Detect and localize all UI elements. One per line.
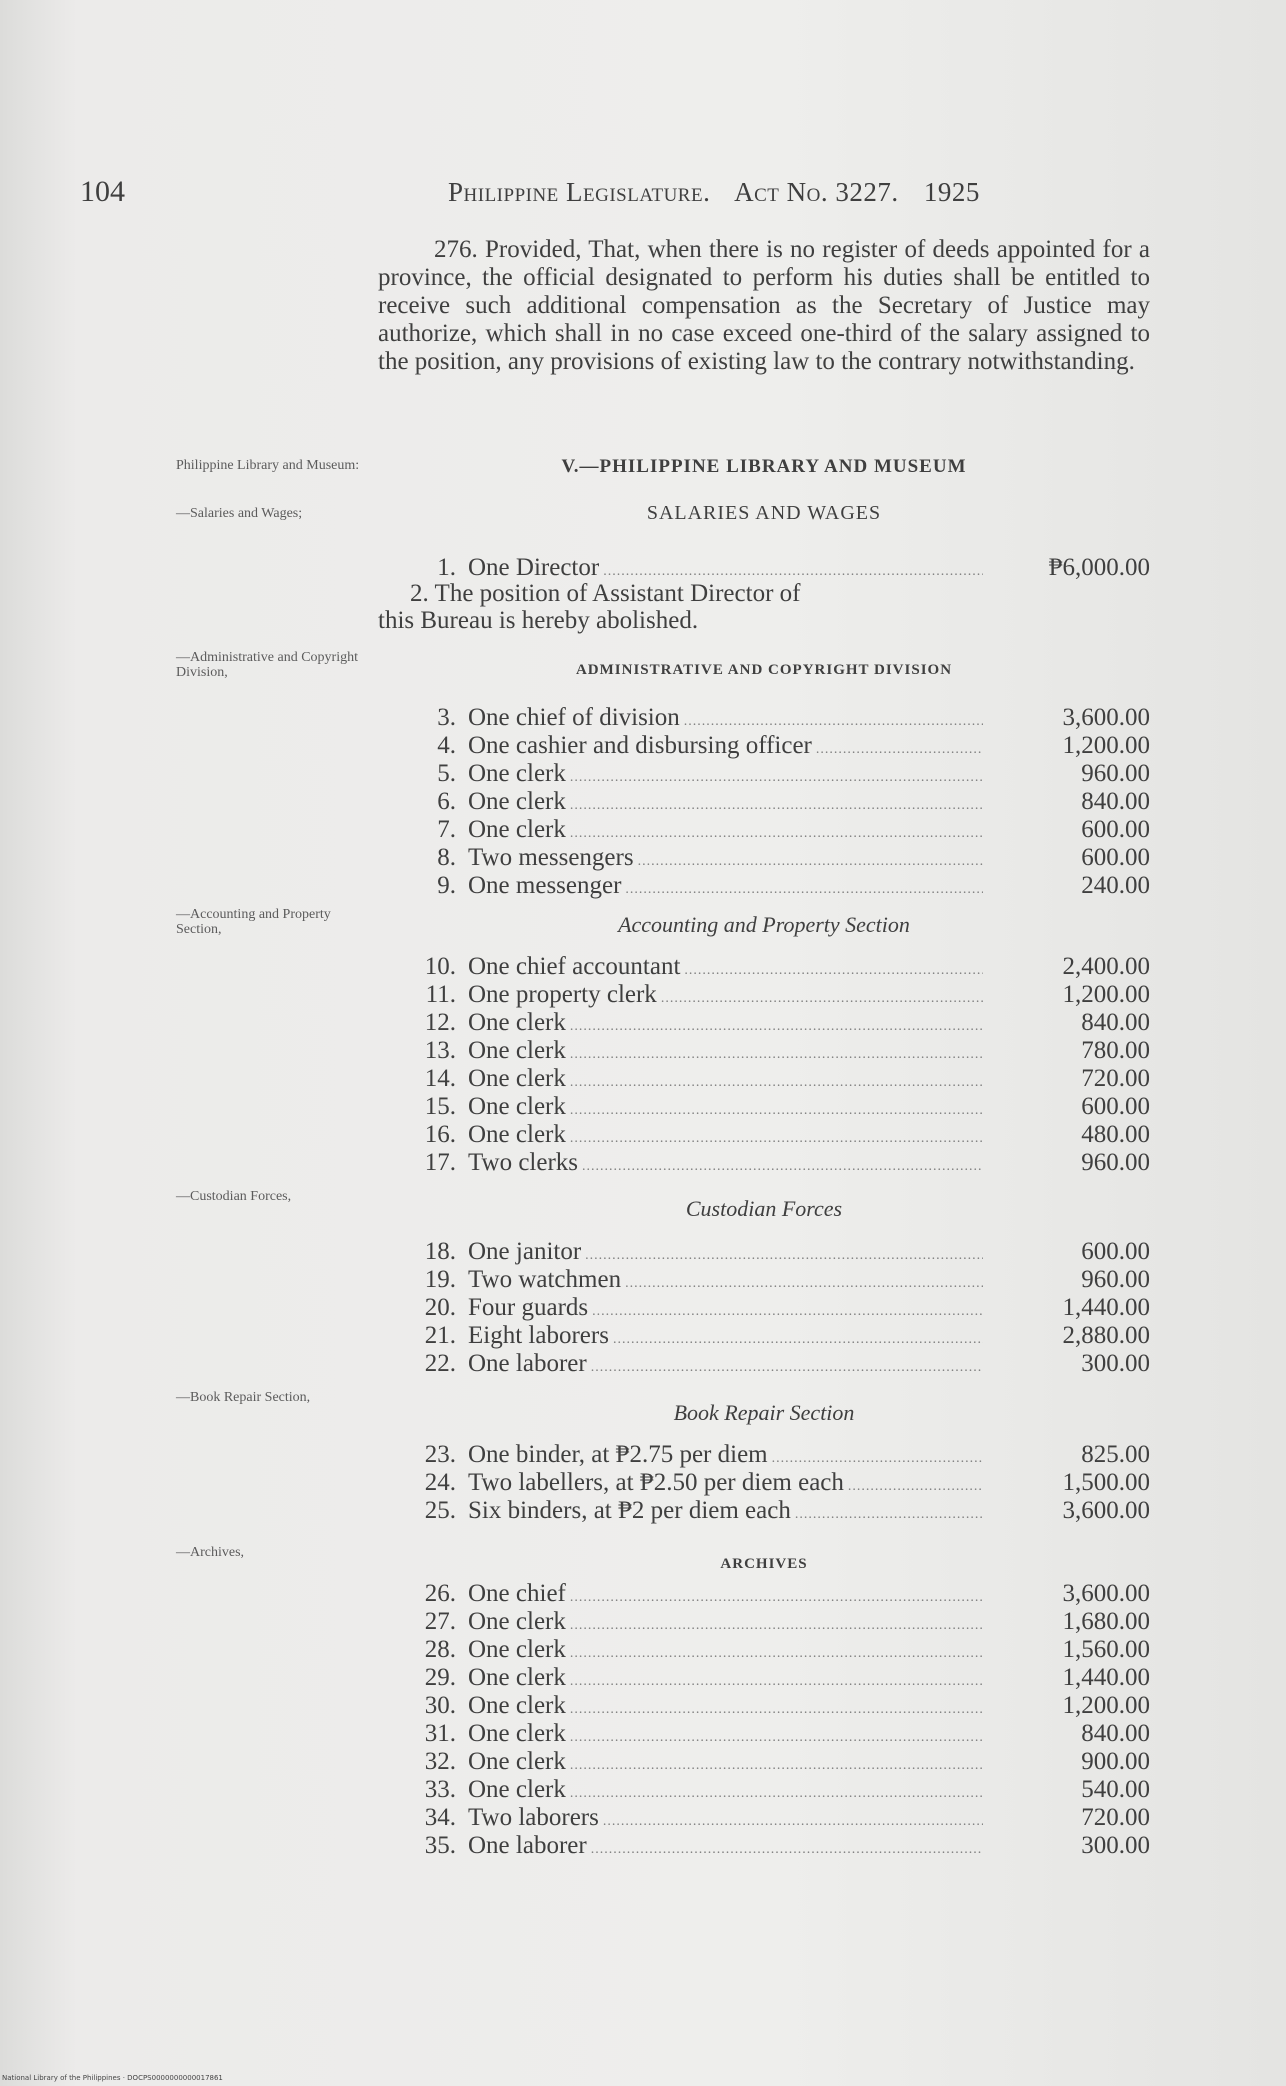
salary-row xyxy=(410,788,1150,816)
scan-footer: National Library of the Philippines · DOCPS0000000000017861 xyxy=(2,2074,223,2082)
item-amount: 600.00 xyxy=(1081,1238,1150,1265)
salary-row xyxy=(410,1266,1150,1294)
item-description: One clerk ..... xyxy=(468,1065,983,1097)
item-number: 29. xyxy=(424,1664,456,1691)
salary-row xyxy=(410,1664,1150,1692)
salary-row xyxy=(410,1580,1150,1608)
salary-row xyxy=(410,981,1150,1009)
page-number: 104 xyxy=(80,175,125,208)
item-number: 9. xyxy=(437,872,456,899)
salary-row xyxy=(410,953,1150,981)
item-number: 4. xyxy=(437,732,456,759)
abolished-line-1: 2. The position of Assistant Director of xyxy=(410,580,801,607)
item-amount: 780.00 xyxy=(1081,1037,1150,1064)
item-amount: 960.00 xyxy=(1081,1149,1150,1176)
salary-row xyxy=(410,872,1150,900)
margin-note-library: Philippine Library and Museum: xyxy=(176,458,360,473)
item-number: 6. xyxy=(437,788,456,815)
running-head xyxy=(448,177,998,208)
item-number: 35. xyxy=(424,1832,456,1859)
item-amount: 840.00 xyxy=(1081,1720,1150,1747)
salary-row xyxy=(410,816,1150,844)
item-description: One janitor ..... xyxy=(468,1238,983,1270)
item-description: One clerk ..... xyxy=(468,788,983,820)
item-description: One chief ..... xyxy=(468,1580,983,1612)
item-amount: 600.00 xyxy=(1081,1093,1150,1120)
item-number: 15. xyxy=(424,1093,456,1120)
salary-row xyxy=(410,1294,1150,1322)
running-title: Philippine Legislature. xyxy=(448,177,711,207)
item-number: 10. xyxy=(424,953,456,980)
salaries-title: SALARIES AND WAGES xyxy=(646,502,882,524)
salary-row xyxy=(410,704,1150,732)
item-number: 34. xyxy=(424,1804,456,1831)
item-number: 26. xyxy=(424,1580,456,1607)
item-amount: 840.00 xyxy=(1081,1009,1150,1036)
item-number: 1. xyxy=(437,554,456,581)
salary-row xyxy=(410,1093,1150,1121)
item-number: 25. xyxy=(424,1497,456,1524)
director-row xyxy=(410,554,1150,582)
item-description: One clerk ..... xyxy=(468,760,983,792)
item-amount: 2,400.00 xyxy=(1062,953,1150,980)
bookrepair-section-title: Book Repair Section xyxy=(673,1400,855,1425)
item-number: 21. xyxy=(424,1322,456,1349)
salary-row xyxy=(410,1832,1150,1860)
item-description: One Director ..... xyxy=(468,554,983,586)
item-description: One clerk ..... xyxy=(468,1720,983,1752)
item-description: One clerk ..... xyxy=(468,1636,983,1668)
margin-note-admin: —Administrative and Copyright Division, xyxy=(176,650,358,680)
item-amount: ₱6,000.00 xyxy=(1048,554,1150,581)
item-amount: 300.00 xyxy=(1081,1832,1150,1859)
item-number: 16. xyxy=(424,1121,456,1148)
item-amount: 2,880.00 xyxy=(1062,1322,1150,1349)
item-number: 28. xyxy=(424,1636,456,1663)
salary-row xyxy=(410,1776,1150,1804)
item-description: Six binders, at ₱2 per diem each ..... xyxy=(468,1497,983,1529)
provision-paragraph xyxy=(378,236,1150,376)
abolished-line-2: this Bureau is hereby abolished. xyxy=(378,607,699,634)
item-amount: 1,680.00 xyxy=(1062,1608,1150,1635)
item-amount: 1,560.00 xyxy=(1062,1636,1150,1663)
item-number: 8. xyxy=(437,844,456,871)
item-amount: 825.00 xyxy=(1081,1441,1150,1468)
margin-note-bookrepair: —Book Repair Section, xyxy=(176,1390,311,1405)
item-amount: 900.00 xyxy=(1081,1748,1150,1775)
item-description: One laborer ..... xyxy=(468,1832,983,1864)
item-amount: 600.00 xyxy=(1081,844,1150,871)
item-amount: 1,440.00 xyxy=(1062,1664,1150,1691)
item-description: Four guards ..... xyxy=(468,1294,983,1326)
item-description: One clerk ..... xyxy=(468,1748,983,1780)
item-number: 33. xyxy=(424,1776,456,1803)
item-description: One clerk ..... xyxy=(468,1121,983,1153)
item-number: 24. xyxy=(424,1469,456,1496)
item-description: One cashier and disbursing officer ..... xyxy=(468,732,983,764)
item-number: 17. xyxy=(424,1149,456,1176)
item-description: One property clerk ..... xyxy=(468,981,983,1013)
salary-row xyxy=(410,1037,1150,1065)
item-description: One clerk ..... xyxy=(468,1009,983,1041)
item-number: 12. xyxy=(424,1009,456,1036)
item-amount: 1,200.00 xyxy=(1062,1692,1150,1719)
item-number: 5. xyxy=(437,760,456,787)
salary-row xyxy=(410,1469,1150,1497)
item-number: 14. xyxy=(424,1065,456,1092)
item-description: One clerk ..... xyxy=(468,1037,983,1069)
item-amount: 3,600.00 xyxy=(1062,704,1150,731)
item-amount: 1,200.00 xyxy=(1062,732,1150,759)
item-amount: 540.00 xyxy=(1081,1776,1150,1803)
salary-row xyxy=(410,1350,1150,1378)
item-description: Two labellers, at ₱2.50 per diem each ..... xyxy=(468,1469,983,1501)
item-number: 32. xyxy=(424,1748,456,1775)
item-number: 11. xyxy=(425,981,456,1008)
item-description: One chief accountant ..... xyxy=(468,953,983,985)
provision-text: 276. Provided, That, when there is no register of deeds appointed for a province, the official designated to perform his duties shall be entitled to receive such additional compensation as the Secretary of Justice may authorize, which shall in no case exceed one-third of the salary assigned to the position, any provisions of existing law to the contrary notwithstanding. xyxy=(378,236,1150,375)
accounting-section-title: Accounting and Property Section xyxy=(618,912,910,937)
item-description: Two watchmen ..... xyxy=(468,1266,983,1298)
item-number: 19. xyxy=(424,1266,456,1293)
act-number: Act No. 3227. xyxy=(734,177,899,207)
salary-row xyxy=(410,844,1150,872)
item-amount: 720.00 xyxy=(1081,1065,1150,1092)
item-description: One clerk ..... xyxy=(468,1664,983,1696)
item-number: 23. xyxy=(424,1441,456,1468)
item-number: 13. xyxy=(424,1037,456,1064)
item-description: Eight laborers ..... xyxy=(468,1322,983,1354)
item-number: 27. xyxy=(424,1608,456,1635)
item-amount: 240.00 xyxy=(1081,872,1150,899)
item-amount: 960.00 xyxy=(1081,1266,1150,1293)
item-description: One chief of division ..... xyxy=(468,704,983,736)
salary-row xyxy=(410,1804,1150,1832)
salary-row xyxy=(410,1748,1150,1776)
item-amount: 1,440.00 xyxy=(1062,1294,1150,1321)
item-description: Two laborers ..... xyxy=(468,1804,983,1836)
margin-note-archives: —Archives, xyxy=(176,1545,245,1560)
admin-division-title: ADMINISTRATIVE AND COPYRIGHT DIVISION xyxy=(575,662,953,678)
salary-row xyxy=(410,1009,1150,1037)
custodian-section-title: Custodian Forces xyxy=(685,1196,843,1221)
salary-row xyxy=(410,1497,1150,1525)
item-number: 18. xyxy=(424,1238,456,1265)
page-header xyxy=(80,175,1080,215)
item-number: 20. xyxy=(424,1294,456,1321)
margin-note-accounting: —Accounting and Property Section, xyxy=(176,907,331,937)
item-amount: 600.00 xyxy=(1081,816,1150,843)
item-description: Two clerks ..... xyxy=(468,1149,983,1181)
item-amount: 840.00 xyxy=(1081,788,1150,815)
salary-row xyxy=(410,760,1150,788)
item-number: 3. xyxy=(437,704,456,731)
item-amount: 3,600.00 xyxy=(1062,1497,1150,1524)
item-amount: 1,500.00 xyxy=(1062,1469,1150,1496)
item-number: 22. xyxy=(424,1350,456,1377)
section-title: V.—PHILIPPINE LIBRARY AND MUSEUM xyxy=(561,456,967,477)
salary-row xyxy=(410,1441,1150,1469)
item-amount: 480.00 xyxy=(1081,1121,1150,1148)
salary-row xyxy=(410,1065,1150,1093)
item-description: One clerk ..... xyxy=(468,1692,983,1724)
salary-row xyxy=(410,1692,1150,1720)
item-description: One clerk ..... xyxy=(468,1608,983,1640)
salary-row xyxy=(410,1121,1150,1149)
item-amount: 300.00 xyxy=(1081,1350,1150,1377)
salary-row xyxy=(410,732,1150,760)
act-year: 1925 xyxy=(923,177,980,207)
item-description: Two messengers ..... xyxy=(468,844,983,876)
item-description: One clerk ..... xyxy=(468,1093,983,1125)
item-number: 31. xyxy=(424,1720,456,1747)
item-description: One messenger ..... xyxy=(468,872,983,904)
salary-row xyxy=(410,1608,1150,1636)
item-description: One clerk ..... xyxy=(468,1776,983,1808)
salary-row xyxy=(410,1149,1150,1177)
item-amount: 960.00 xyxy=(1081,760,1150,787)
salary-row xyxy=(410,1238,1150,1266)
archives-title: ARCHIVES xyxy=(720,1556,808,1572)
item-amount: 3,600.00 xyxy=(1062,1580,1150,1607)
item-number: 30. xyxy=(424,1692,456,1719)
margin-note-custodian: —Custodian Forces, xyxy=(176,1189,292,1204)
margin-note-salaries: —Salaries and Wages; xyxy=(176,506,303,521)
item-description: One laborer ..... xyxy=(468,1350,983,1382)
item-amount: 1,200.00 xyxy=(1062,981,1150,1008)
salary-row xyxy=(410,1636,1150,1664)
salary-row xyxy=(410,1322,1150,1350)
item-number: 7. xyxy=(437,816,456,843)
item-description: One binder, at ₱2.75 per diem ..... xyxy=(468,1441,983,1473)
item-amount: 720.00 xyxy=(1081,1804,1150,1831)
salary-row xyxy=(410,1720,1150,1748)
item-description: One clerk ..... xyxy=(468,816,983,848)
